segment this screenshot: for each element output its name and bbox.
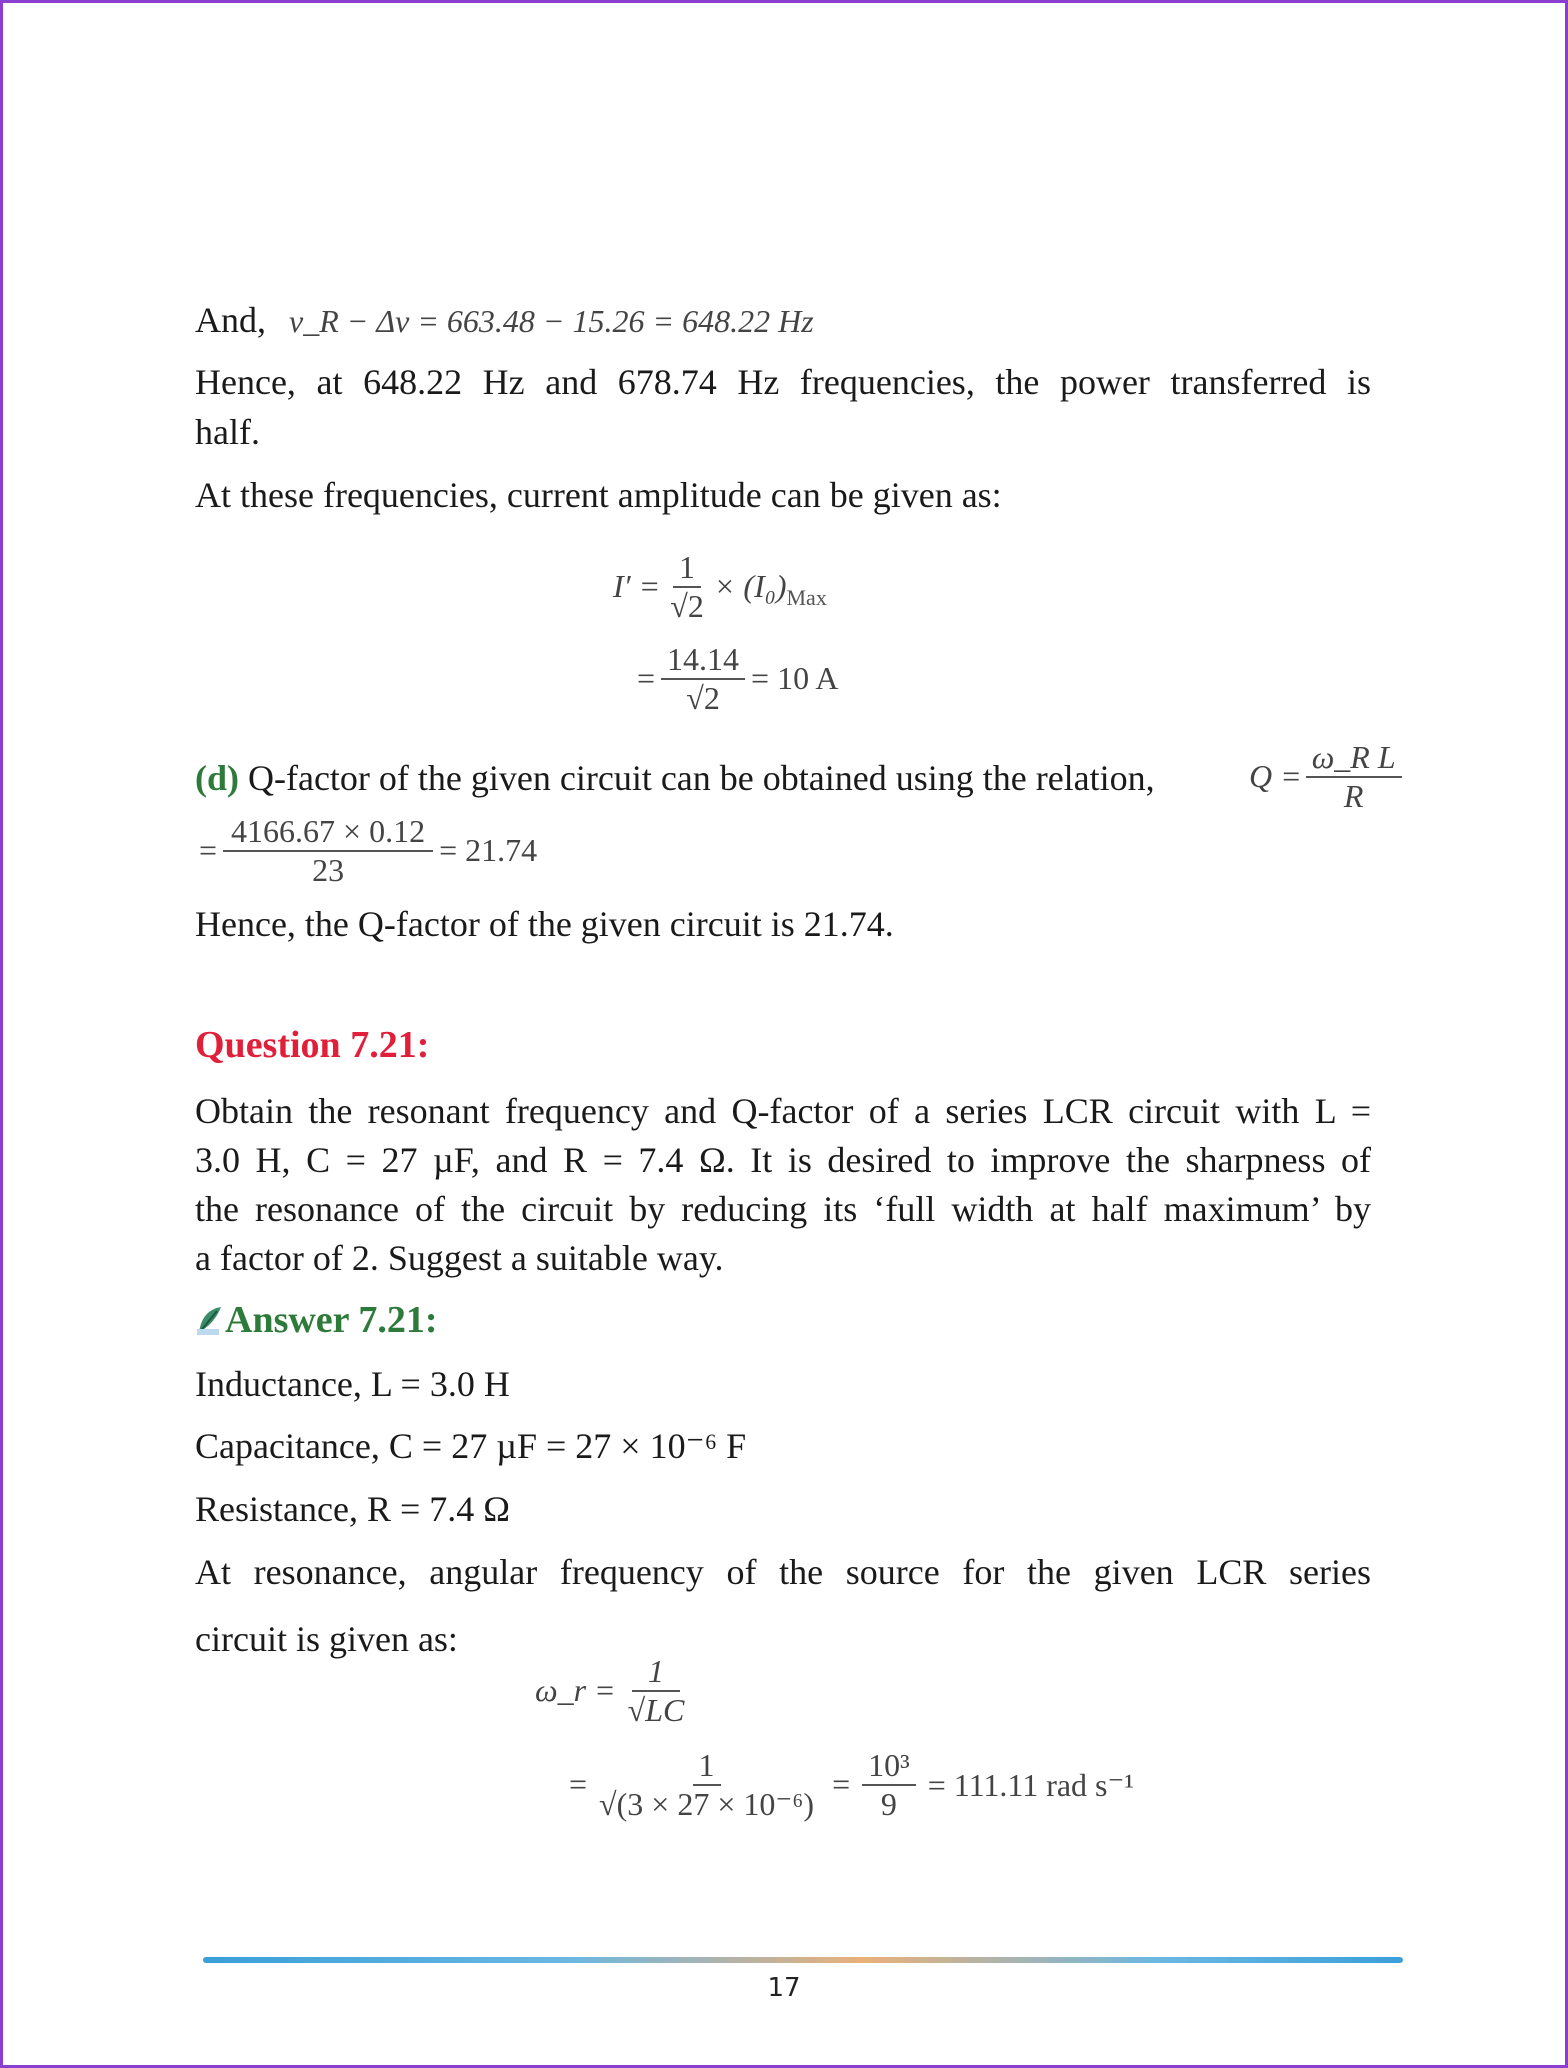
q-conclusion: Hence, the Q-factor of the given circuit is 21.74. xyxy=(195,904,894,944)
question-line-3: the resonance of the circuit by reducing its ‘full width at half maximum’ by xyxy=(195,1189,1371,1229)
eq2-equals: = xyxy=(637,660,656,697)
omega-lhs: ω_r = xyxy=(535,1672,616,1709)
equation-current-amplitude xyxy=(613,549,827,625)
equation-current-value xyxy=(637,641,838,717)
footer-divider xyxy=(203,1957,1403,1963)
q-calculation xyxy=(199,813,537,889)
eq2-denominator: √2 xyxy=(686,679,720,716)
given-capacitance: Capacitance, C = 27 µF = 27 × 10⁻⁶ F xyxy=(195,1426,747,1466)
eq1-numerator: 1 xyxy=(673,549,701,588)
question-line-4: a factor of 2. Suggest a suitable way. xyxy=(195,1238,724,1278)
part-d-text: Q-factor of the given circuit can be obtained using the relation, xyxy=(248,758,1155,798)
eq2-numerator: 14.14 xyxy=(661,641,745,680)
at-these-frequencies: At these frequencies, current amplitude can be given as: xyxy=(195,475,1002,515)
eq2-fraction xyxy=(661,641,745,717)
hence-line-2: half. xyxy=(195,412,260,452)
omega-calc-fraction-2 xyxy=(862,1747,916,1823)
question-line-2: 3.0 H, C = 27 µF, and R = 7.4 Ω. It is desired to improve the sharpness of xyxy=(195,1140,1371,1180)
omega-fraction xyxy=(622,1653,691,1729)
q-calc-rhs: = 21.74 xyxy=(439,832,538,869)
q-calc-equals: = xyxy=(199,832,218,869)
given-inductance: Inductance, L = 3.0 H xyxy=(195,1364,510,1404)
omega-denominator: √LC xyxy=(627,1691,685,1728)
omega-calc-equals: = xyxy=(569,1766,588,1803)
q-lhs: Q = xyxy=(1249,758,1302,795)
hence-line-1: Hence, at 648.22 Hz and 678.74 Hz frequencies, the power transferred is xyxy=(195,362,1371,402)
answer-heading xyxy=(195,1298,438,1342)
omega-calc-denominator: √(3 × 27 × 10⁻⁶) xyxy=(599,1785,815,1822)
eq2-rhs: = 10 A xyxy=(751,660,839,697)
q-formula xyxy=(1249,739,1402,815)
omega-calc-numerator: 1 xyxy=(693,1747,721,1786)
omega-numerator: 1 xyxy=(632,1653,680,1692)
eq1-denominator: √2 xyxy=(670,587,704,624)
and-line xyxy=(195,296,814,345)
omega-calc-mid-equals: = xyxy=(832,1766,851,1803)
eq1-subscript: Max xyxy=(786,584,827,610)
answer-title: Answer 7.21: xyxy=(225,1299,438,1341)
eq1-fraction xyxy=(664,549,710,625)
q-fraction xyxy=(1306,739,1402,815)
resonance-line-2: circuit is given as: xyxy=(195,1619,458,1659)
eq1-rhs: × (I₀) xyxy=(713,568,787,605)
q-numerator: ω_R L xyxy=(1306,739,1402,778)
part-d-line xyxy=(195,754,1155,802)
part-d-label: (d) xyxy=(195,758,239,798)
q-calc-denominator: 23 xyxy=(312,851,345,888)
omega-calc-numerator-2: 10³ xyxy=(862,1747,916,1786)
omega-calculation xyxy=(569,1747,1134,1823)
q-calc-fraction xyxy=(223,813,433,889)
page-number: 17 xyxy=(767,1973,801,2003)
eq1-lhs: I′ = xyxy=(613,568,661,605)
question-line-1: Obtain the resonant frequency and Q-factor of a series LCR circuit with L = xyxy=(195,1091,1371,1131)
omega-calc-result: = 111.11 rad s⁻¹ xyxy=(927,1766,1134,1803)
question-title: Question 7.21: xyxy=(195,1024,430,1066)
answer-leaf-icon xyxy=(195,1303,223,1337)
omega-calc-fraction xyxy=(593,1747,820,1823)
and-label: And, xyxy=(195,300,266,340)
omega-calc-denominator-2: 9 xyxy=(880,1785,897,1822)
q-denominator: R xyxy=(1343,777,1364,814)
resonance-line-1: At resonance, angular frequency of the source for the given LCR series xyxy=(195,1552,1371,1592)
q-calc-numerator: 4166.67 × 0.12 xyxy=(223,813,433,852)
omega-formula xyxy=(535,1653,690,1729)
given-resistance: Resistance, R = 7.4 Ω xyxy=(195,1489,511,1529)
and-equation: ν_R − Δν = 663.48 − 15.26 = 648.22 Hz xyxy=(289,303,814,339)
